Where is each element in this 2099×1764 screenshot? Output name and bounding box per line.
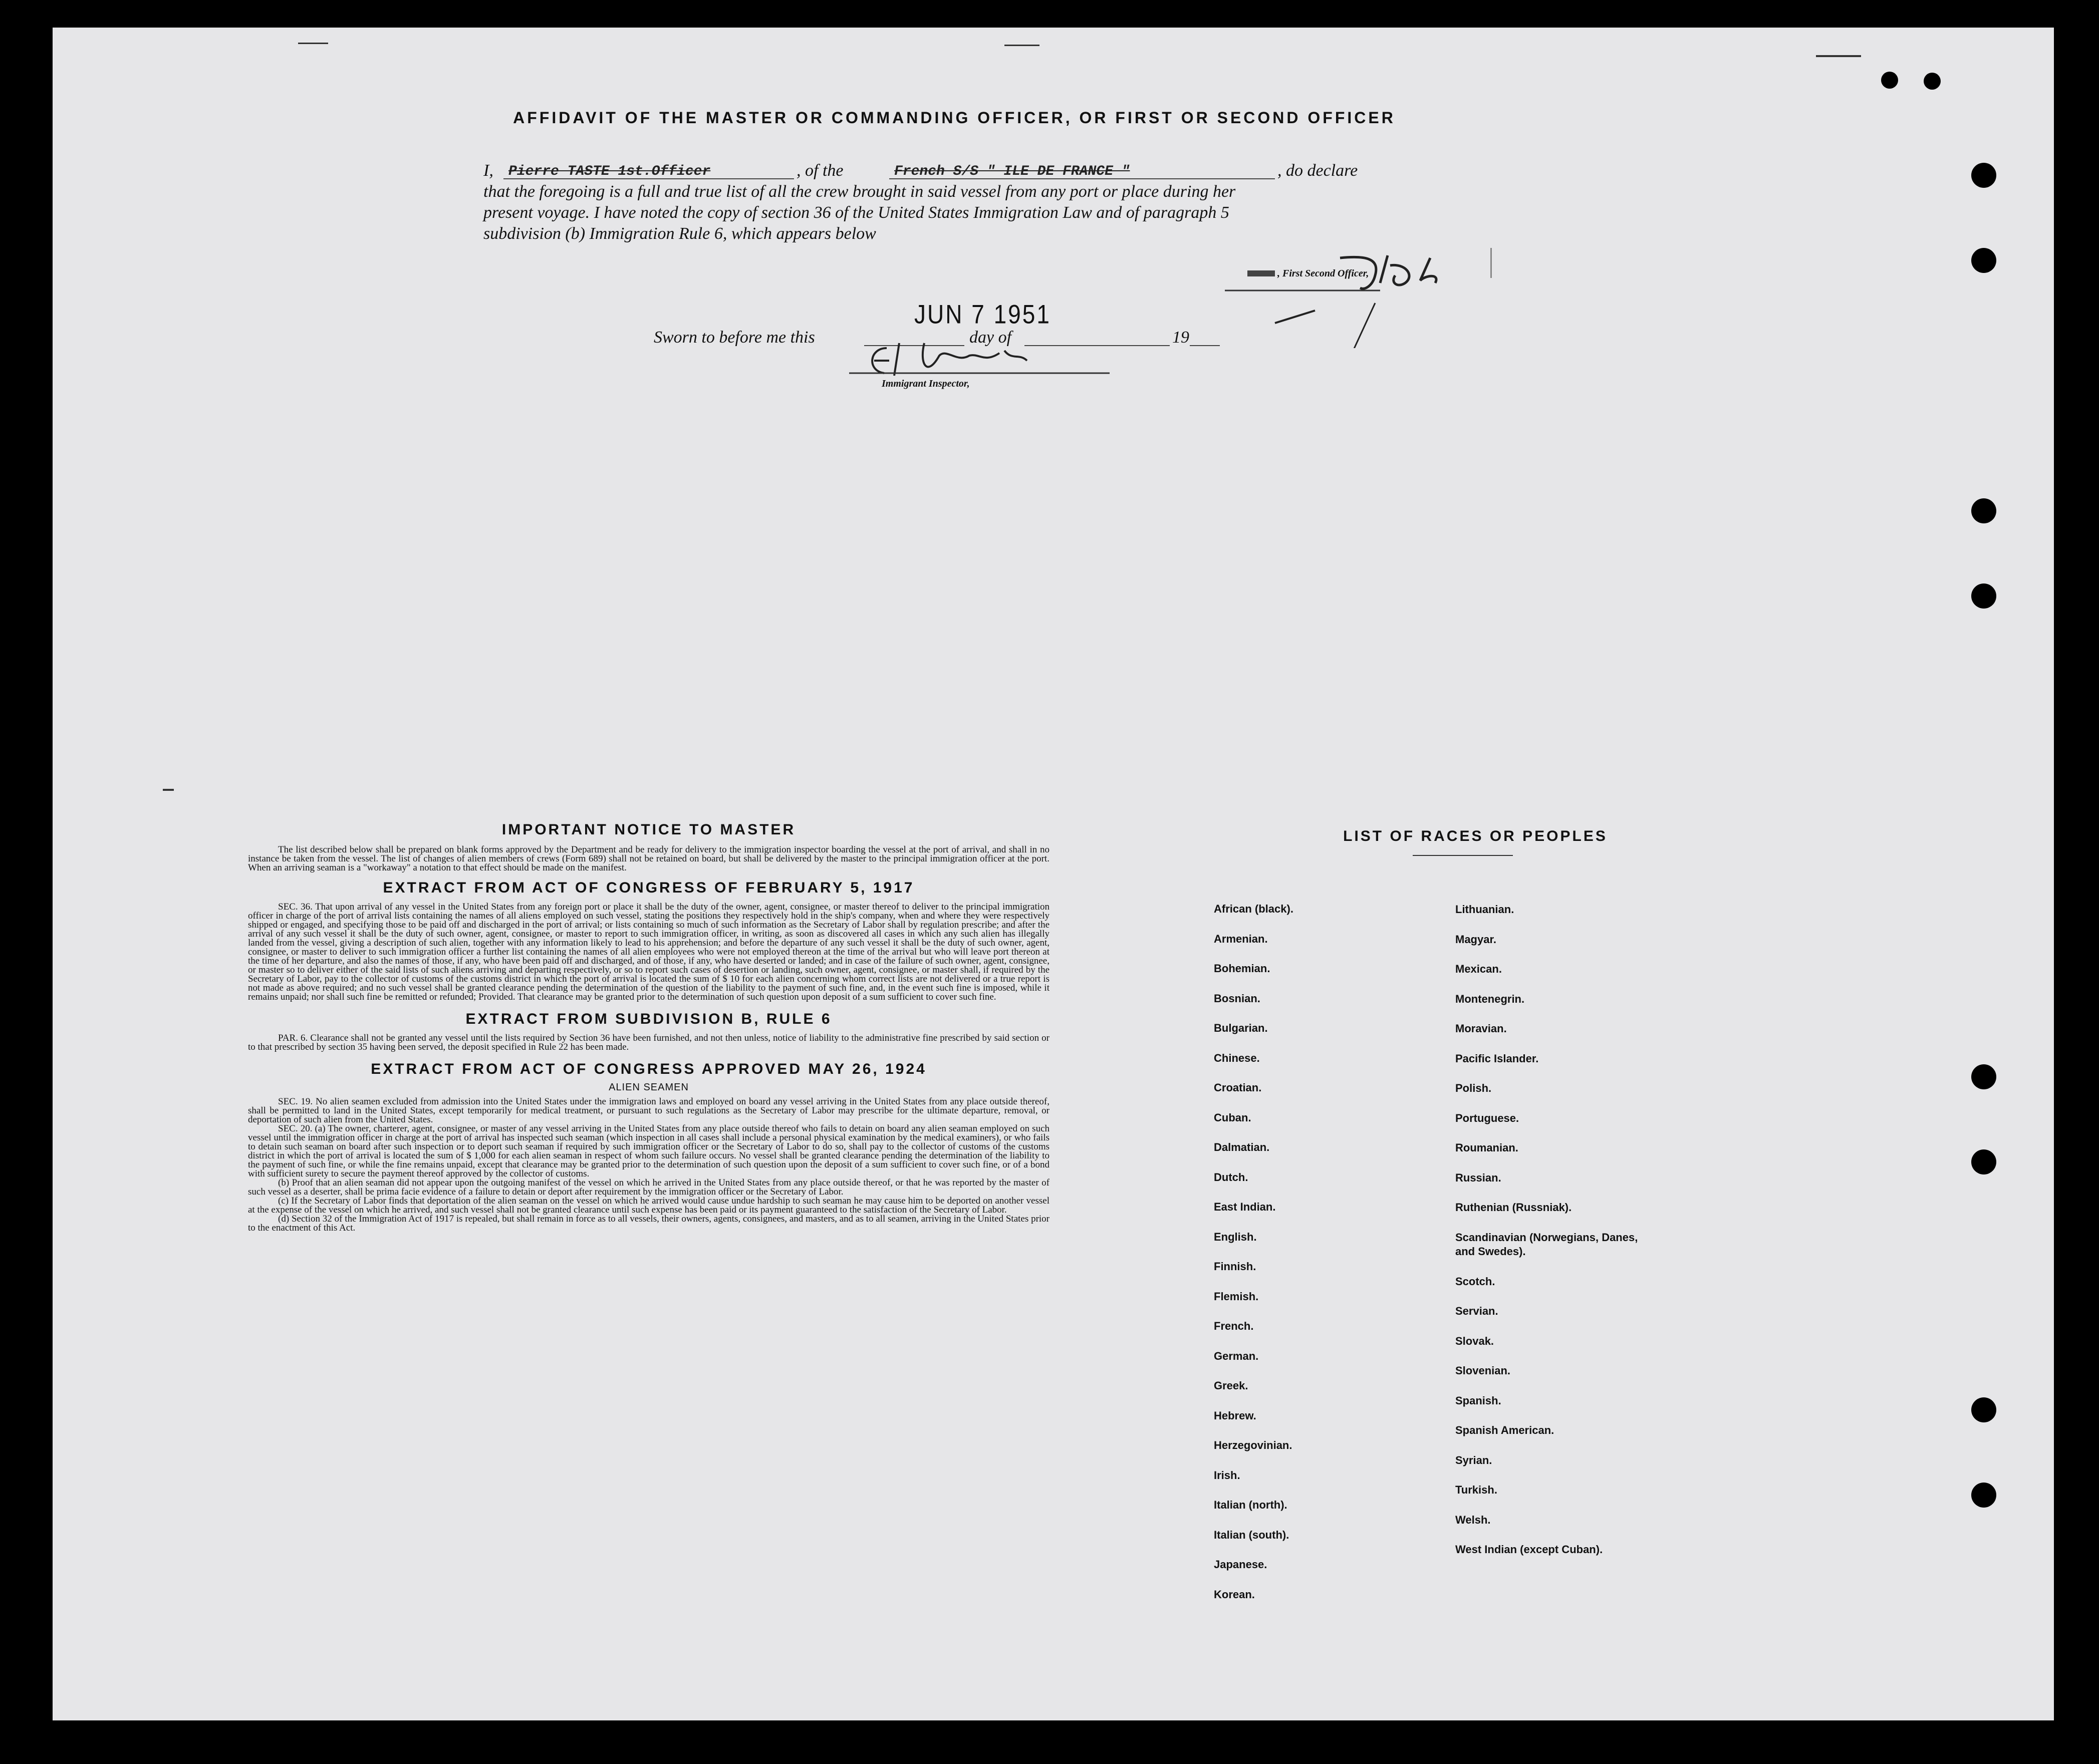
race-item: Syrian.: [1455, 1453, 1492, 1466]
punch-hole: [1971, 1483, 1996, 1508]
act-1924-title: EXTRACT FROM ACT OF CONGRESS APPROVED MAY 26, 1924: [371, 1061, 927, 1077]
race-item: Polish.: [1455, 1082, 1492, 1094]
declaration-i: I,: [483, 161, 493, 180]
sec-20b-body: (b) Proof that an alien seaman did not appear upon the outgoing manifest of the vessel on which he arrived in the United States from any place outside thereof, or that he was reported by the master of such vessel as a deserter, shall be prima facie evidence of a failure to detain or deport after requirement by the immigration officer or the Secretary of Labor.: [248, 1178, 1050, 1197]
punch-hole: [1924, 73, 1941, 90]
notice-column: [248, 821, 1050, 1233]
race-item: Bosnian.: [1214, 992, 1260, 1005]
race-item: Irish.: [1214, 1468, 1240, 1482]
race-item: East Indian.: [1214, 1201, 1276, 1213]
race-item: Moravian.: [1455, 1022, 1507, 1035]
punch-hole: [1971, 248, 1996, 273]
declaration-of: , of the: [797, 161, 844, 180]
year-text: 19: [1172, 328, 1189, 347]
race-item: Hebrew.: [1214, 1409, 1256, 1422]
race-item: Japanese.: [1214, 1558, 1267, 1571]
inspector-signature: [839, 333, 1120, 388]
declaration-line-2: that the foregoing is a full and true list of all the crew brought in said vessel from any port or place during her: [483, 182, 1236, 201]
scan-mark: [163, 789, 174, 791]
officer-caption: , First Second Officer,: [1277, 268, 1369, 279]
race-item: Turkish.: [1455, 1484, 1497, 1496]
race-item: Croatian.: [1214, 1081, 1262, 1094]
race-item: English.: [1214, 1230, 1257, 1243]
race-item: Cuban.: [1214, 1111, 1251, 1124]
race-item: Armenian.: [1214, 932, 1268, 945]
race-item: Slovak.: [1455, 1334, 1494, 1347]
race-item: Portuguese.: [1455, 1111, 1519, 1124]
race-item: Montenegrin.: [1455, 992, 1525, 1005]
act-1917-body: SEC. 36. That upon arrival of any vessel in the United States from any foreign port or place it shall be the duty of the owner, agent, consignee, or master thereof to deliver to the principal immigration officer in charge of the port of arrival lists containing the names of all aliens employed on such vessel, stating the positions they respectively hold in the ship's company, when and where they were respectively shipped or engaged, and specifying those to be paid off and discharged in the port of arrival; or lists containing so much of such information as the Secretary of Labor shall by regulation prescribe; and after the arrival of any such vessel it shall be the duty of such owner, agent, consignee, or master to report to such immigration officer, in writing, as soon as discovered all cases in which any such alien has illegally landed from the vessel, giving a description of such alien, together with any information likely to lead to his apprehension; and before the departure of any such vessel it shall be the duty of such owner, agent, consignee, or master to deliver to such immigration officer a further list containing the names of all alien employees who were not employed thereon at the time of the arrival but who will leave port thereon at the time of her departure, and also the names of those, if any, who have been paid off and discharged, and of those, if any, who have deserted or landed; and in case of the failure of such owner, agent, consignee, or master so to deliver either of the said lists of such aliens arriving and departing respectively, or so to report such cases of desertion or landing, such owner, agent, consignee, or master shall, if required by the Secretary of Labor, pay to the collector of customs of the customs district in which the port of arrival is located the sum of $ 10 for each alien concerning whom correct lists are not delivered or a true report is not made as above required; and no such vessel shall be granted clearance pending the determination of the question of the liability to the payment of such fine, and, in the event such fine is imposed, while it remains unpaid; nor shall such fine be remitted or refunded; Provided. That clearance may be granted prior to the determination of such question upon deposit of a sum sufficient to cover such fine.: [248, 902, 1050, 1002]
year-underline: [1190, 345, 1220, 346]
race-item: Slovenian.: [1455, 1364, 1511, 1377]
notice-body: The list described below shall be prepared on blank forms approved by the Department and be ready for delivery to the immigration inspector boarding the vessel at the port of arrival, and shall in no instance be taken from the vessel. The list of changes of alien members of crews (Form 689) shall not be retained on board, but shall be delivered by the master to the principal immigration officer at the port. When an arriving seaman is a "workaway" a notation to that effect should be made on the manifest.: [248, 844, 1050, 873]
race-item: Lithuanian.: [1455, 903, 1514, 916]
manifest-page: [53, 28, 2054, 1720]
race-item: Scotch.: [1455, 1275, 1495, 1288]
race-item: Herzegovinian.: [1214, 1439, 1292, 1451]
races-title: LIST OF RACES OR PEOPLES: [1343, 828, 1608, 844]
act-1917-title: EXTRACT FROM ACT OF CONGRESS OF FEBRUARY 5, 1917: [383, 879, 915, 896]
punch-hole: [1971, 163, 1996, 188]
race-item: Mexican.: [1455, 963, 1502, 975]
punch-hole: [1971, 498, 1996, 523]
race-item: Spanish.: [1455, 1394, 1501, 1407]
race-item: Italian (south).: [1214, 1528, 1289, 1541]
sworn-text: Sworn to before me this: [654, 328, 815, 347]
rule-6-title: EXTRACT FROM SUBDIVISION B, RULE 6: [465, 1011, 832, 1027]
race-item: African (black).: [1214, 903, 1293, 915]
race-item: Bulgarian.: [1214, 1022, 1268, 1034]
rule-6-body: PAR. 6. Clearance shall not be granted any vessel until the lists required by Section 36 have been furnished, and not then unless, notice of liability to the administrative fine prescribed by said section or to that prescribed by section 35 having been served, the deposit specified in Rule 22 has been made.: [248, 1033, 1050, 1052]
scan-mark: [298, 43, 328, 44]
struck-text: [1247, 270, 1275, 276]
sec-20c-body: (c) If the Secretary of Labor finds that deportation of the alien seaman on the vessel on which he arrived would cause undue hardship to such seaman he may cause him to be deported on another vessel at the expense of the vessel on which he arrived, and such vessel shall not be granted clearance until such expense has been paid or its payment guaranteed to the satisfaction of the Secretary of Labor.: [248, 1196, 1050, 1215]
race-item: Flemish.: [1214, 1290, 1259, 1303]
race-item: Korean.: [1214, 1588, 1255, 1601]
race-item: Roumanian.: [1455, 1141, 1518, 1154]
race-item: Ruthenian (Russniak).: [1455, 1201, 1572, 1214]
alien-seamen-subtitle: ALIEN SEAMEN: [609, 1082, 689, 1093]
race-item: Finnish.: [1214, 1260, 1256, 1273]
race-item: Italian (north).: [1214, 1499, 1287, 1511]
race-item: Dalmatian.: [1214, 1141, 1270, 1153]
sec-20a-body: SEC. 20. (a) The owner, charterer, agent, consignee, or master of any vessel arriving in the United States from any place outside thereof who fails to detain on board any alien seaman employed on such vessel until the immigration officer in charge at the port of arrival has inspected such seaman (which inspection in all cases shall include a personal physical examination by the medical examiners), or who fails to detain such seaman on board after such inspection or to deport such seaman if required by such immigration officer or the Secretary of Labor to do so, shall pay to the collector of customs of the customs district in which the port of arrival is located the sum of $ 1,000 for each alien seaman in respect of whom such failure occurs. No vessel shall be granted clearance pending the determination of the liability to the payment of such fine, or while the fine remains unpaid, except that clearance may be granted prior to the determination of such question upon the deposit of a sum sufficient to cover such fine, or of a bond with sufficient surety to secure the payment thereof approved by the collector of customs.: [248, 1123, 1050, 1179]
vessel-name-field: French S/S " ILE DE FRANCE ": [894, 164, 1130, 179]
day-of-text: day of: [969, 328, 1012, 347]
race-item: Welsh.: [1455, 1513, 1491, 1526]
race-item: German.: [1214, 1349, 1259, 1362]
race-item: Russian.: [1455, 1171, 1501, 1184]
race-item: French.: [1214, 1320, 1254, 1332]
name-underline: [503, 178, 794, 179]
race-item: Magyar.: [1455, 933, 1496, 946]
punch-hole: [1971, 1149, 1996, 1174]
punch-hole: [1971, 1397, 1996, 1422]
punch-hole: [1881, 72, 1898, 89]
punch-hole: [1971, 1064, 1996, 1089]
notice-title: IMPORTANT NOTICE TO MASTER: [501, 821, 796, 838]
scan-mark: [1816, 55, 1861, 57]
races-title-rule: [1413, 855, 1513, 856]
inspector-caption: Immigrant Inspector,: [882, 378, 970, 389]
sec-20d-body: (d) Section 32 of the Immigration Act of 1917 is repealed, but shall remain in force as to all vessels, their owners, agents, consignees, and masters, and as to all seamen, arriving in the United States prior to the enactment of this Act.: [248, 1214, 1050, 1233]
declaration-line-1: [483, 160, 1465, 181]
scan-mark: [1004, 45, 1039, 46]
declaration-line-3: present voyage. I have noted the copy of section 36 of the United States Immigration Law and of paragraph 5: [483, 203, 1229, 222]
date-stamp: JUN 7 1951: [914, 299, 1051, 329]
affidavit-heading: AFFIDAVIT OF THE MASTER OR COMMANDING OFFICER, OR FIRST OR SECOND OFFICER: [513, 109, 1396, 127]
race-item: Chinese.: [1214, 1051, 1260, 1064]
declaration-do-declare: , do declare: [1277, 161, 1358, 180]
vessel-underline: [889, 178, 1275, 179]
race-item: Scandinavian (Norwegians, Danes, and Swedes).: [1455, 1231, 1638, 1258]
officer-name-field: Pierre TASTE 1st.Officer: [508, 164, 711, 179]
declaration-line-4: subdivision (b) Immigration Rule 6, which appears below: [483, 224, 876, 243]
race-item: Pacific Islander.: [1455, 1052, 1539, 1065]
race-item: Dutch.: [1214, 1170, 1248, 1184]
race-item: Servian.: [1455, 1305, 1498, 1317]
punch-hole: [1971, 583, 1996, 609]
scan-mark: [1490, 248, 1492, 278]
sec-19-body: SEC. 19. No alien seamen excluded from admission into the United States under the immigration laws and employed on board any vessel arriving in the United States from any place outside thereof, shall be permitted to land in the United States, except temporarily for medical treatment, or pursuant to such regulations as the Secretary of Labor may prescribe for the ultimate departure, removal, or deportation of such alien from the United States.: [248, 1096, 1050, 1125]
race-item: Spanish American.: [1455, 1424, 1554, 1436]
race-item: Greek.: [1214, 1379, 1248, 1392]
race-item: West Indian (except Cuban).: [1455, 1543, 1603, 1556]
race-item: Bohemian.: [1214, 962, 1270, 975]
